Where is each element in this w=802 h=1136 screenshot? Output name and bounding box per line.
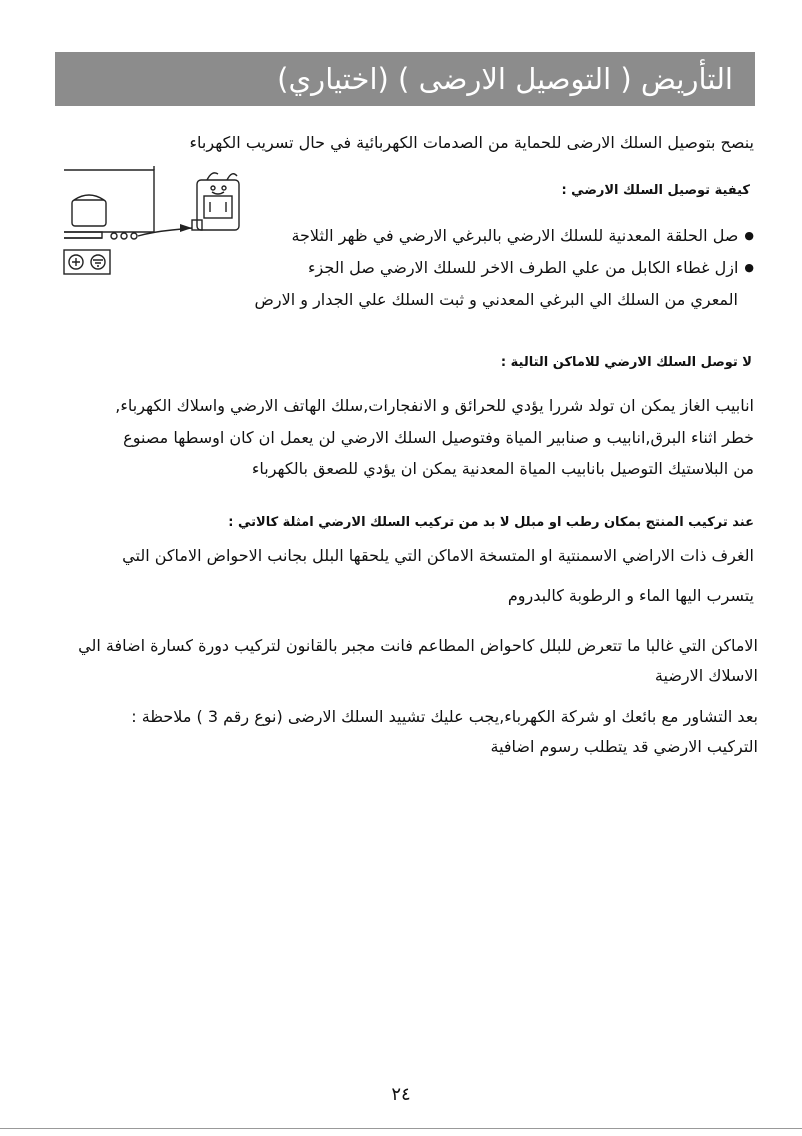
wet-line-1: الاماكن التي غالبا ما تتعرض للبلل كاحواض المطاعم فانت مجبر بالقانون لتركيب دورة كسارة اضافة الي bbox=[78, 636, 758, 655]
page-title: التأريض ( التوصيل الارضى ) (اختياري) bbox=[55, 52, 755, 106]
how-heading: كيفية توصيل السلك الارضي : bbox=[561, 183, 750, 198]
how-item-2-cont: المعري من السلك الي البرغي المعدني و ثبت السلك علي الجدار و الارض bbox=[254, 290, 738, 309]
dont-line-3: من البلاستيك التوصيل بانابيب المياة المعدنية يمكن ان يؤدي للصعق بالكهرباء bbox=[251, 459, 754, 478]
dont-line-1: انابيب الغاز يمكن ان تولد شررا يؤدي للحرائق و الانفجارات,سلك الهاتف الارضي واسلاك الكهرباء, bbox=[115, 396, 754, 415]
place-line-1: الغرف ذات الاراضي الاسمنتية او المتسخة الاماكن التي يلحقها البلل بجانب الاحواض الاماكن التي bbox=[122, 546, 754, 565]
how-item-1: ● صل الحلقة المعدنية للسلك الارضي بالبرغي الارضي في ظهر الثلاجة bbox=[291, 226, 754, 245]
note-line-1: بعد التشاور مع بائعك او شركة الكهرباء,يجب عليك تشييد السلك الارضى (نوع رقم 3 ) ملاحظة : bbox=[131, 707, 758, 726]
place-line-2: يتسرب اليها الماء و الرطوبة كالبدروم bbox=[507, 586, 754, 605]
intro-paragraph: ينصح بتوصيل السلك الارضى للحماية من الصدمات الكهربائية في حال تسريب الكهرباء bbox=[189, 133, 754, 152]
grounding-diagram bbox=[62, 162, 252, 277]
place-heading: عند تركيب المنتج بمكان رطب او مبلل لا بد من تركيب السلك الارضي امثلة كالاتي : bbox=[228, 515, 754, 530]
wet-line-2: الاسلاك الارضية bbox=[654, 666, 758, 685]
note-line-2: التركيب الارضي قد يتطلب رسوم اضافية bbox=[490, 737, 758, 756]
how-item-2: ● ازل غطاء الكابل من علي الطرف الاخر للسلك الارضي صل الجزء bbox=[308, 258, 754, 277]
footer-divider bbox=[0, 1128, 802, 1129]
page-number: ٢٤ bbox=[391, 1084, 411, 1105]
dont-line-2: خطر اثناء البرق,انابيب و صنابير المياة وفتوصيل السلك الارضي لن يعمل ان كان اوسطها مصنوع bbox=[123, 428, 754, 447]
dont-heading: لا توصل السلك الارضي للاماكن التالية : bbox=[500, 355, 752, 370]
